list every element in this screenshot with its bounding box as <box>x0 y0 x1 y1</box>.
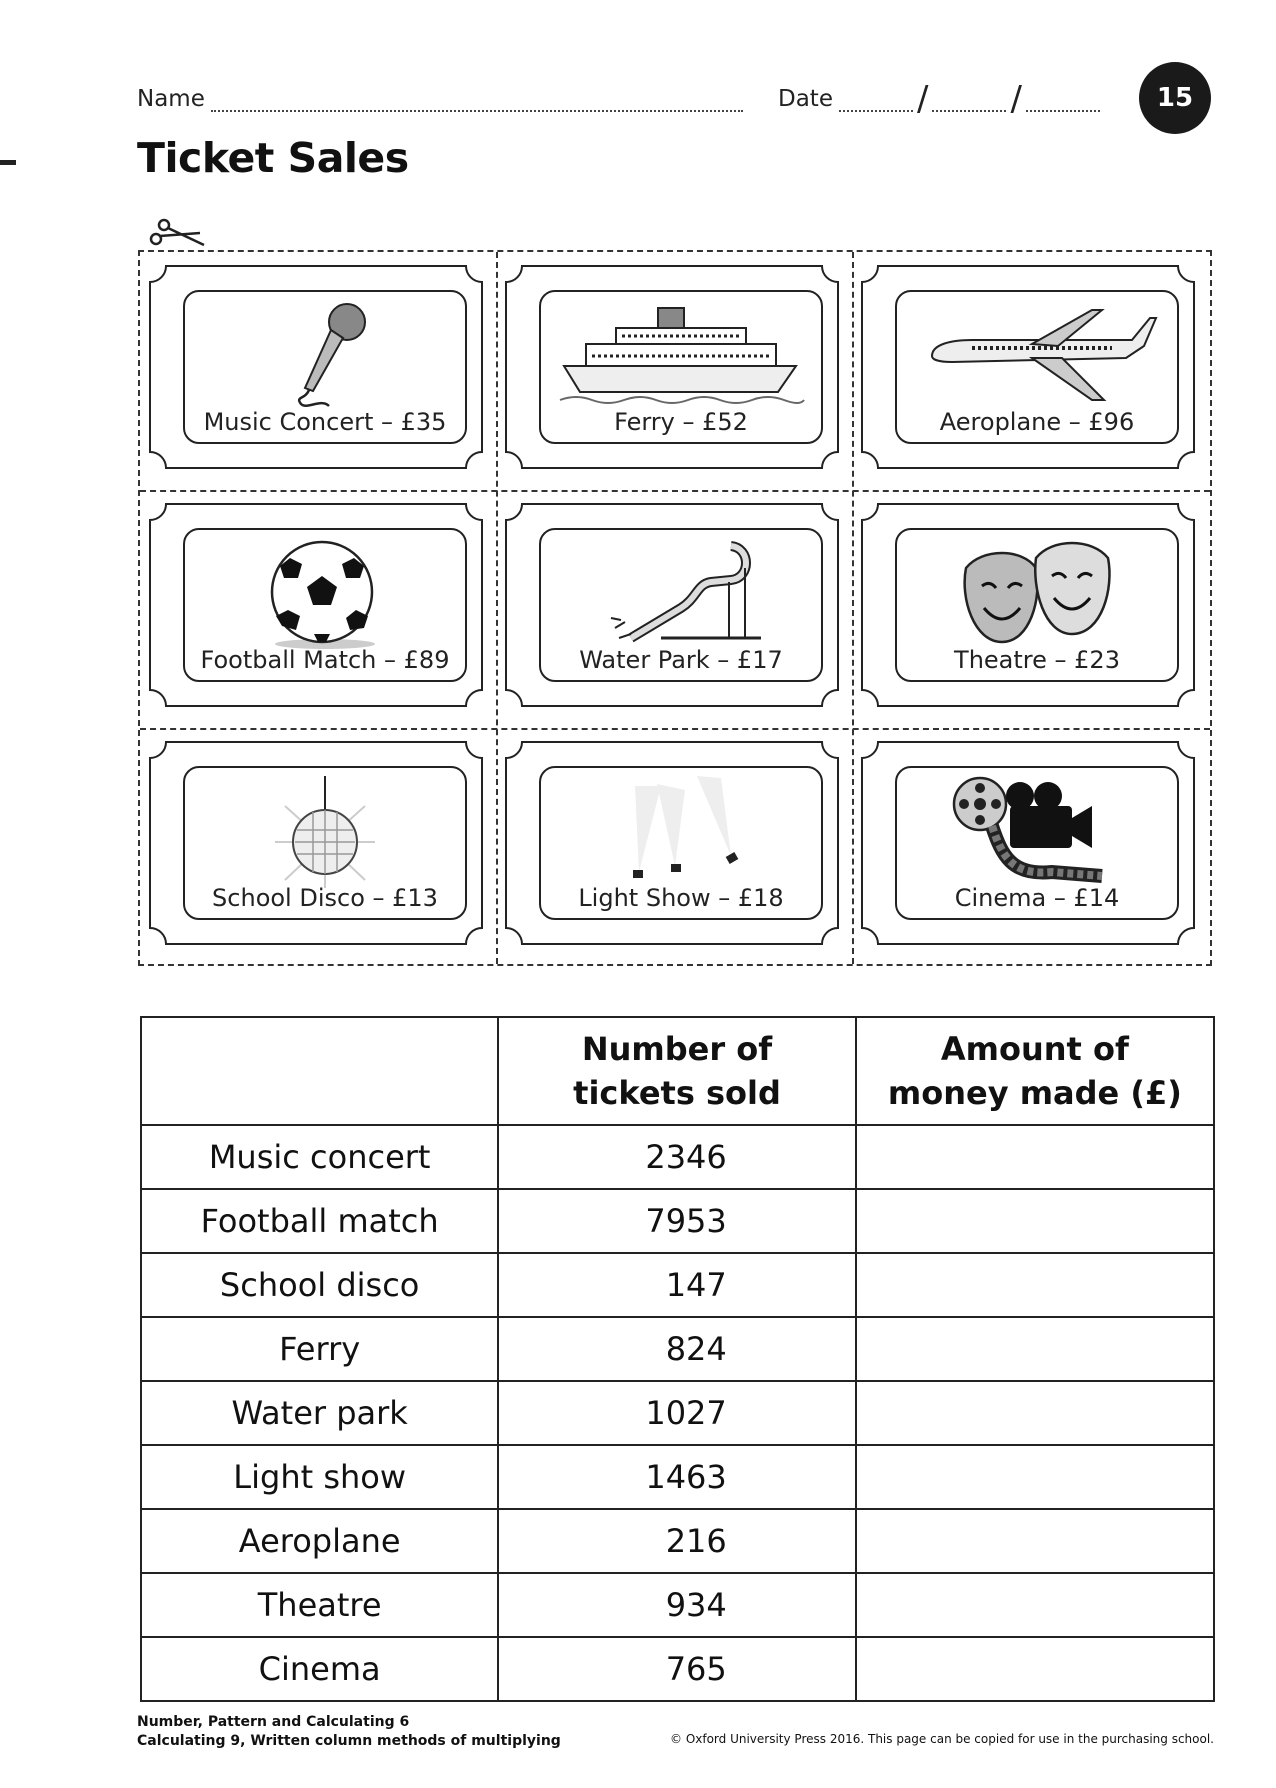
tickets-sold-cell: 2346 <box>498 1125 855 1189</box>
footer-book-title: Number, Pattern and Calculating 6 <box>137 1714 410 1730</box>
ticket-frame <box>895 528 1179 682</box>
tickets-sold-cell: 934 <box>498 1573 855 1637</box>
table-row <box>141 1189 1214 1253</box>
header-money-made <box>856 1017 1214 1125</box>
money-made-answer-cell[interactable] <box>856 1445 1214 1509</box>
money-made-answer-cell[interactable] <box>856 1573 1214 1637</box>
film-camera-icon <box>897 776 1177 888</box>
event-cell: Theatre <box>141 1573 498 1637</box>
date-day-line[interactable] <box>839 94 913 112</box>
ticket-card <box>504 264 840 470</box>
page-title: Ticket Sales <box>137 134 409 182</box>
ticket-card <box>148 502 484 708</box>
aeroplane-icon <box>897 300 1177 412</box>
ticket-card <box>860 264 1196 470</box>
money-made-answer-cell[interactable] <box>856 1125 1214 1189</box>
ticket-label: Theatre – £23 <box>954 646 1120 674</box>
name-label: Name <box>137 86 205 112</box>
name-field[interactable] <box>137 86 743 112</box>
ticket-card <box>148 264 484 470</box>
date-field[interactable] <box>778 79 1100 119</box>
scissors-icon <box>148 217 206 253</box>
ticket-frame <box>539 766 823 920</box>
tickets-sold-cell: 7953 <box>498 1189 855 1253</box>
table-row <box>141 1445 1214 1509</box>
table-row <box>141 1637 1214 1701</box>
header-tickets-sold-text: Number of tickets sold <box>573 1030 781 1112</box>
edge-crop-mark <box>0 160 16 165</box>
ticket-card <box>860 502 1196 708</box>
ticket-frame <box>895 766 1179 920</box>
money-made-answer-cell[interactable] <box>856 1253 1214 1317</box>
ticket-sales-table <box>140 1016 1215 1702</box>
tickets-sold-cell: 765 <box>498 1637 855 1701</box>
ticket-label: Cinema – £14 <box>954 884 1120 912</box>
event-cell: School disco <box>141 1253 498 1317</box>
event-cell: Water park <box>141 1381 498 1445</box>
date-separator: / <box>916 79 929 119</box>
tickets-sold-cell: 147 <box>498 1253 855 1317</box>
event-cell: Ferry <box>141 1317 498 1381</box>
event-cell: Light show <box>141 1445 498 1509</box>
header-tickets-sold <box>498 1017 855 1125</box>
ticket-label: Football Match – £89 <box>200 646 450 674</box>
ticket-label: Music Concert – £35 <box>203 408 447 436</box>
table-row <box>141 1125 1214 1189</box>
spotlights-icon <box>541 776 821 888</box>
ticket-card <box>504 740 840 946</box>
ticket-label: Aeroplane – £96 <box>939 408 1135 436</box>
ticket-label: Light Show – £18 <box>578 884 784 912</box>
name-line[interactable] <box>211 94 743 112</box>
ticket-frame <box>183 528 467 682</box>
event-cell: Football match <box>141 1189 498 1253</box>
header-money-made-text: Amount of money made (£) <box>887 1030 1182 1112</box>
ticket-label: Water Park – £17 <box>579 646 783 674</box>
tickets-sold-cell: 216 <box>498 1509 855 1573</box>
ticket-card <box>504 502 840 708</box>
ticket-label: School Disco – £13 <box>212 884 438 912</box>
ticket-frame <box>183 766 467 920</box>
table-header-row <box>141 1017 1214 1125</box>
table-row <box>141 1509 1214 1573</box>
header-event <box>141 1017 498 1125</box>
table-row <box>141 1253 1214 1317</box>
ticket-card <box>860 740 1196 946</box>
date-month-line[interactable] <box>932 94 1006 112</box>
theatre-masks-icon <box>897 538 1177 650</box>
tickets-sold-cell: 1027 <box>498 1381 855 1445</box>
ferry-icon <box>541 300 821 412</box>
footer-book-info <box>137 1713 561 1751</box>
money-made-answer-cell[interactable] <box>856 1189 1214 1253</box>
money-made-answer-cell[interactable] <box>856 1637 1214 1701</box>
date-label: Date <box>778 86 833 112</box>
table-row <box>141 1381 1214 1445</box>
table-row <box>141 1317 1214 1381</box>
event-cell: Aeroplane <box>141 1509 498 1573</box>
water-slide-icon <box>541 538 821 650</box>
date-separator: / <box>1010 79 1022 119</box>
ticket-frame <box>539 290 823 444</box>
disco-ball-icon <box>185 776 465 888</box>
tickets-sold-cell: 824 <box>498 1317 855 1381</box>
ticket-frame <box>183 290 467 444</box>
football-icon <box>185 538 465 650</box>
money-made-answer-cell[interactable] <box>856 1317 1214 1381</box>
event-cell: Cinema <box>141 1637 498 1701</box>
ticket-card <box>148 740 484 946</box>
tickets-sold-cell: 1463 <box>498 1445 855 1509</box>
ticket-label: Ferry – £52 <box>614 408 748 436</box>
footer-copyright: © Oxford University Press 2016. This page can be copied for use in the purchasing school. <box>670 1732 1214 1746</box>
date-year-line[interactable] <box>1026 94 1100 112</box>
table-row <box>141 1573 1214 1637</box>
money-made-answer-cell[interactable] <box>856 1381 1214 1445</box>
footer-unit-title: Calculating 9, Written column methods of multiplying <box>137 1733 561 1749</box>
page-number-badge: 15 <box>1139 62 1211 134</box>
ticket-frame <box>895 290 1179 444</box>
event-cell: Music concert <box>141 1125 498 1189</box>
ticket-frame <box>539 528 823 682</box>
microphone-icon <box>185 300 465 412</box>
money-made-answer-cell[interactable] <box>856 1509 1214 1573</box>
